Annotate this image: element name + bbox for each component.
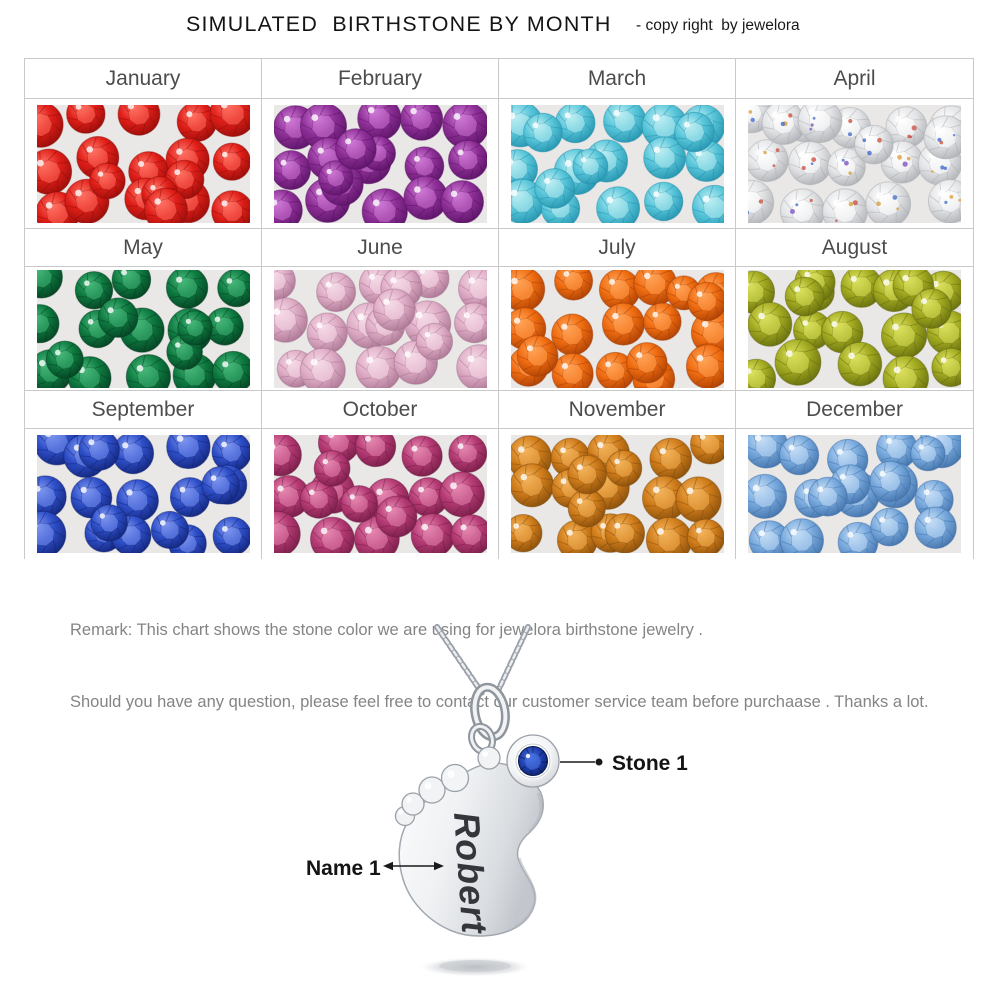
gem [748, 474, 787, 518]
month-photo-march [499, 99, 736, 229]
gem-photo [37, 105, 250, 223]
month-header-february [262, 59, 499, 99]
gem [416, 323, 452, 359]
gem [202, 467, 239, 504]
gem [300, 348, 345, 388]
callout-dot [596, 759, 603, 766]
necklace-chain [437, 627, 528, 693]
gem [866, 181, 911, 222]
gem [166, 270, 207, 308]
gem [151, 511, 188, 548]
gem [411, 514, 454, 553]
gem [307, 313, 347, 353]
crystal-photo [274, 435, 487, 553]
gem [911, 436, 945, 470]
month-name: June [357, 235, 403, 259]
pendant-shadow-core [439, 960, 511, 972]
crystal-photo [511, 270, 724, 388]
arrow-head-left [383, 862, 393, 870]
gem [649, 438, 691, 480]
crystal-photo [274, 270, 487, 388]
month-header-august [736, 229, 973, 267]
gem [605, 514, 645, 554]
gem [798, 105, 842, 143]
gem-photo [511, 105, 724, 223]
gem-photo [511, 435, 724, 553]
gem [98, 298, 137, 337]
copyright-note: - copy right by jewelora [636, 17, 800, 34]
gem [213, 143, 250, 180]
month-name: November [568, 397, 666, 421]
gem [855, 125, 894, 164]
gem [626, 342, 666, 382]
month-header-march [499, 59, 736, 99]
crystal-photo [37, 105, 250, 223]
month-photo-february [262, 99, 499, 229]
gem-photo [748, 270, 961, 388]
month-photo-september [25, 429, 262, 559]
gem [314, 451, 350, 487]
gem [568, 490, 605, 527]
month-name: February [337, 66, 423, 90]
crystal-photo [748, 270, 961, 388]
gem [448, 140, 487, 179]
gem [89, 163, 125, 199]
crystal-photo [748, 435, 961, 553]
stone-label: Stone 1 [612, 752, 688, 775]
gem [373, 289, 415, 331]
gem [534, 168, 574, 208]
gem-photo [274, 105, 487, 223]
gem-photo [37, 435, 250, 553]
gem [552, 353, 593, 388]
gem [523, 113, 562, 152]
gem [915, 507, 956, 548]
birthstone [518, 746, 548, 776]
gem [674, 112, 713, 151]
stone-callout [560, 752, 688, 775]
crystal-photo [748, 105, 961, 223]
month-header-may [25, 229, 262, 267]
month-header-november [499, 391, 736, 429]
month-name: December [806, 397, 903, 421]
month-header-october [262, 391, 499, 429]
gem-photo [274, 435, 487, 553]
gem [602, 303, 644, 345]
gem [644, 182, 682, 220]
month-header-january [25, 59, 262, 99]
gem [340, 486, 377, 523]
gem [448, 435, 486, 472]
gem [871, 508, 909, 546]
birthstone-month-table [24, 58, 974, 559]
month-photo-may [25, 267, 262, 391]
remark-line-2: Should you have any question, please feel free to contact our customer service team before purchaase . Thanks a lot. [70, 692, 929, 711]
gem [376, 496, 417, 537]
engraved-name: Robert [446, 810, 496, 936]
month-name: September [91, 397, 195, 421]
month-name: January [105, 66, 181, 90]
gem [748, 139, 788, 181]
gem [217, 270, 249, 307]
gem [177, 310, 212, 345]
crystal-photo [37, 435, 250, 553]
gem [316, 272, 355, 311]
gem-photo [748, 105, 961, 223]
gem [780, 436, 819, 475]
gem [213, 517, 250, 553]
month-photo-june [262, 267, 499, 391]
gem [91, 505, 127, 541]
gem [643, 303, 680, 340]
gem [924, 115, 961, 158]
gem [785, 277, 824, 316]
gem-photo [37, 270, 250, 388]
gem [687, 519, 724, 553]
gem [551, 314, 592, 355]
gem [912, 288, 952, 328]
gem [789, 141, 832, 184]
gem [676, 477, 721, 522]
gem [606, 450, 642, 486]
month-name: May [123, 235, 163, 259]
gem [808, 477, 847, 516]
gem [335, 128, 376, 169]
gem [439, 472, 484, 517]
bail [468, 685, 509, 755]
remark-line-1: Remark: This chart shows the stone color we are using for jewelora birthstone jewelry . [70, 620, 704, 639]
month-name: August [821, 235, 888, 259]
gem [402, 436, 442, 476]
gem [870, 461, 910, 501]
crystal-photo [274, 105, 487, 223]
gem [838, 342, 882, 386]
month-name: March [587, 66, 647, 90]
month-photo-october [262, 429, 499, 559]
month-photo-december [736, 429, 973, 559]
crystal-photo [37, 270, 250, 388]
crystal-photo [511, 105, 724, 223]
month-photo-august [736, 267, 973, 391]
gem [686, 344, 724, 387]
month-name: July [598, 235, 636, 259]
gem-photo [748, 435, 961, 553]
gem [517, 335, 558, 376]
gem [687, 282, 723, 320]
month-photo-november [499, 429, 736, 559]
gem [603, 105, 645, 142]
gem [567, 455, 606, 494]
gem [78, 435, 119, 470]
gem [748, 302, 792, 346]
month-header-april [736, 59, 973, 99]
gem [775, 339, 821, 385]
month-name: October [342, 397, 418, 421]
month-photo-january [25, 99, 262, 229]
month-header-july [499, 229, 736, 267]
gem [274, 150, 311, 189]
crystal-photo [511, 435, 724, 553]
month-header-september [25, 391, 262, 429]
gem-photo [511, 270, 724, 388]
month-name: April [833, 66, 876, 90]
gem [572, 149, 607, 184]
gem [46, 341, 83, 378]
name-label: Name 1 [306, 857, 381, 880]
month-photo-april [736, 99, 973, 229]
month-photo-july [499, 267, 736, 391]
gem [511, 464, 554, 507]
month-header-june [262, 229, 499, 267]
page-title: SIMULATED BIRTHSTONE BY MONTH [186, 13, 612, 36]
pendant-illustration [270, 615, 730, 1000]
gem-photo [274, 270, 487, 388]
gem [440, 180, 483, 222]
month-header-december [736, 391, 973, 429]
